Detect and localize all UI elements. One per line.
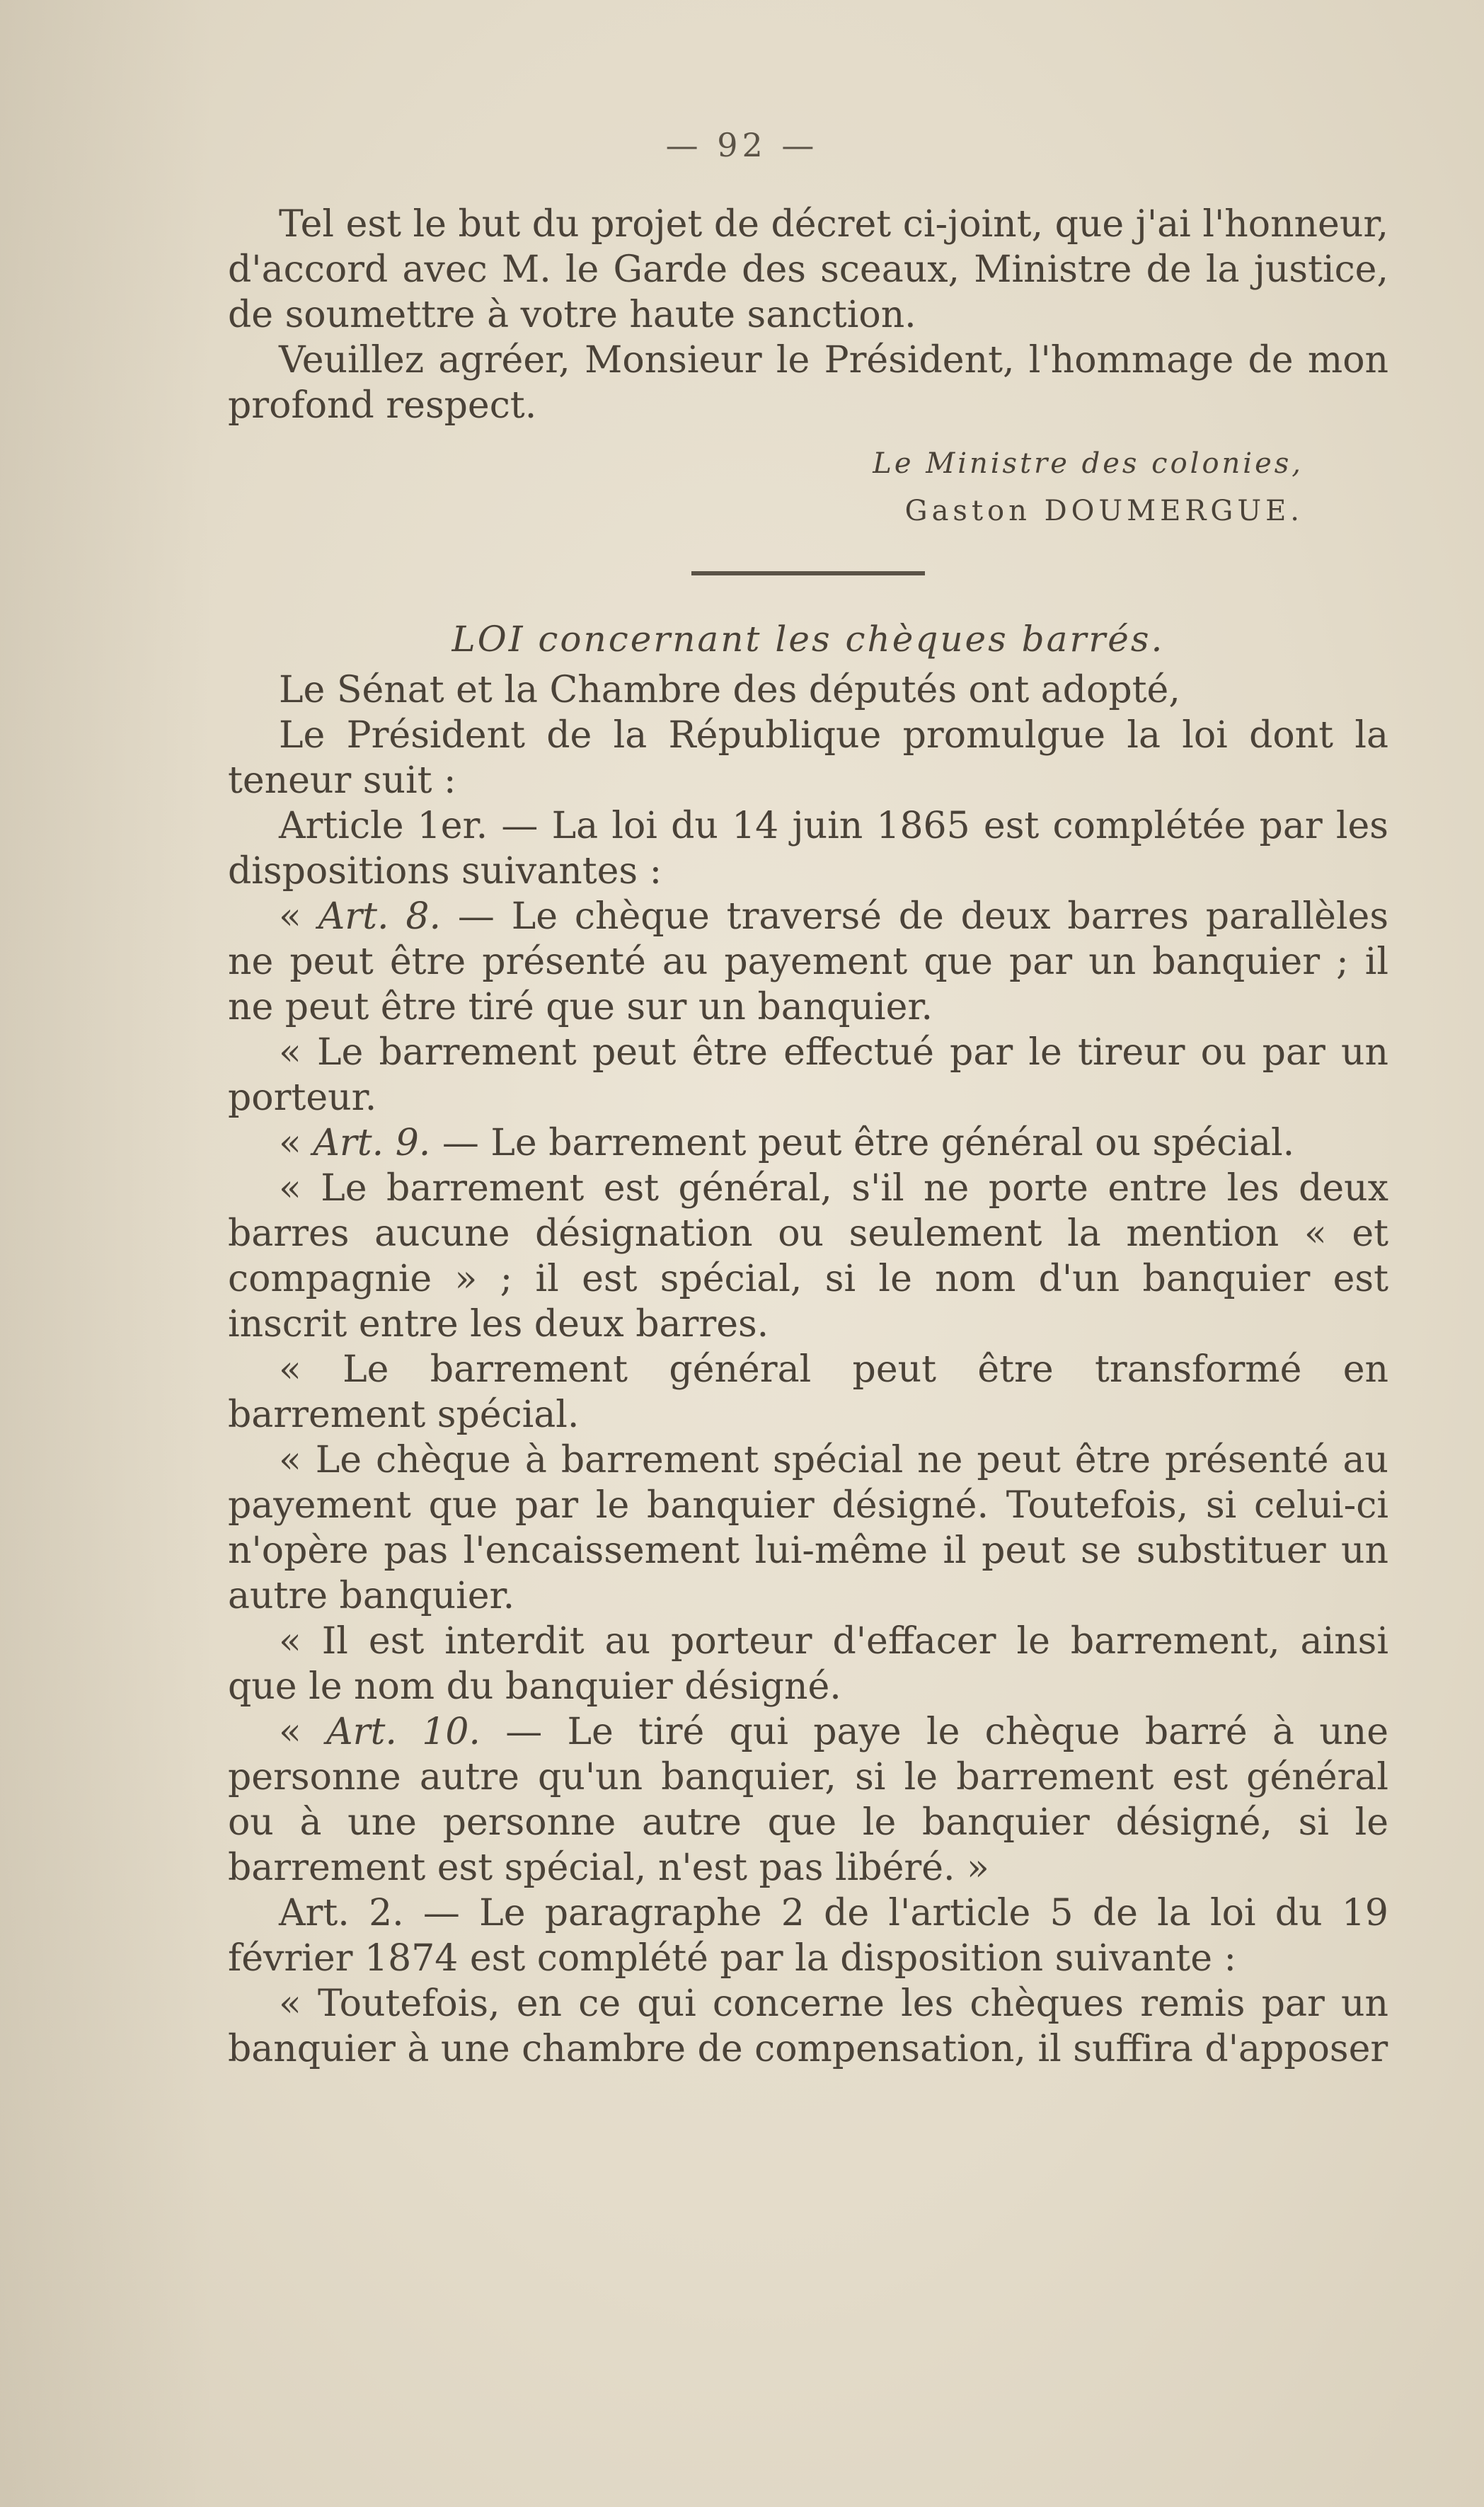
law-paragraph: Le Président de la République promulgue la loi dont la teneur suit : <box>228 714 1388 802</box>
page-body <box>228 202 1388 2072</box>
signature-title: Le Ministre des colonies, <box>873 447 1304 480</box>
law-paragraph: « Le barrement général peut être transformé en barrement spécial. <box>228 1348 1388 1436</box>
article-text: — Le barrement peut être général ou spécial. <box>430 1122 1295 1164</box>
article-reference: Art. 9. <box>313 1122 431 1164</box>
article-reference: Art. 8. <box>318 895 441 938</box>
law-paragraph: « Le barrement est général, s'il ne porte entre les deux barres aucune désignation ou seulement la mention « et compagnie » ; il est spécial, si le nom d'un banquier est inscrit entre les deux barres. <box>228 1167 1388 1346</box>
law-paragraph: « Le barrement peut être effectué par le tireur ou par un porteur. <box>228 1031 1388 1119</box>
law-paragraph: Article 1er. — La loi du 14 juin 1865 est complétée par les dispositions suivantes : <box>228 805 1388 893</box>
article-text: — Le tiré qui paye le chèque barré à une personne autre qu'un banquier, si le barrement est général ou à une personne autre que le banquier désigné, si le barrement est spécial, n'est pas libéré. » <box>228 1711 1389 1889</box>
law-paragraph: Art. 2. — Le paragraphe 2 de l'article 5 de la loi du 19 février 1874 est complété par la disposition suivante : <box>228 1892 1388 1980</box>
signature-block <box>228 441 1388 536</box>
article-text: — Le chèque traversé de deux barres parallèles ne peut être présenté au payement que par un banquier ; il ne peut être tiré que sur un banquier. <box>228 895 1389 1028</box>
law-paragraph-art-10 <box>228 1709 1388 1891</box>
quote-mark: « <box>279 1122 314 1164</box>
article-reference: Art. 10. <box>326 1711 481 1753</box>
law-paragraph: Le Sénat et la Chambre des députés ont adopté, <box>279 669 1180 711</box>
quote-mark: « <box>279 1711 327 1753</box>
page-number: — 92 — <box>665 126 819 164</box>
law-title: LOI concernant les chèques barrés. <box>451 619 1165 660</box>
law-paragraph-art-9 <box>228 1120 1388 1166</box>
intro-paragraph-1: Tel est le but du projet de décret ci-joint, que j'ai l'honneur, d'accord avec M. le Garde des sceaux, Ministre de la justice, de soumettre à votre haute sanction. <box>228 203 1388 336</box>
law-paragraph-art-8 <box>228 894 1388 1030</box>
law-paragraph: « Il est interdit au porteur d'effacer le barrement, ainsi que le nom du banquier désigné. <box>228 1620 1388 1708</box>
quote-mark: « <box>279 895 318 938</box>
law-paragraph: « Le chèque à barrement spécial ne peut être présenté au payement que par le banquier désigné. Toutefois, si celui-ci n'opère pas l'encaissement lui-même il peut se substituer un autre banquier. <box>228 1439 1388 1617</box>
intro-paragraph-2: Veuillez agréer, Monsieur le Président, l'hommage de mon profond respect. <box>228 339 1388 427</box>
section-divider <box>691 571 925 575</box>
signature-name: Gaston DOUMERGUE. <box>904 495 1304 527</box>
law-paragraph: « Toutefois, en ce qui concerne les chèques remis par un banquier à une chambre de compensation, il suffira d'apposer <box>228 1983 1388 2070</box>
